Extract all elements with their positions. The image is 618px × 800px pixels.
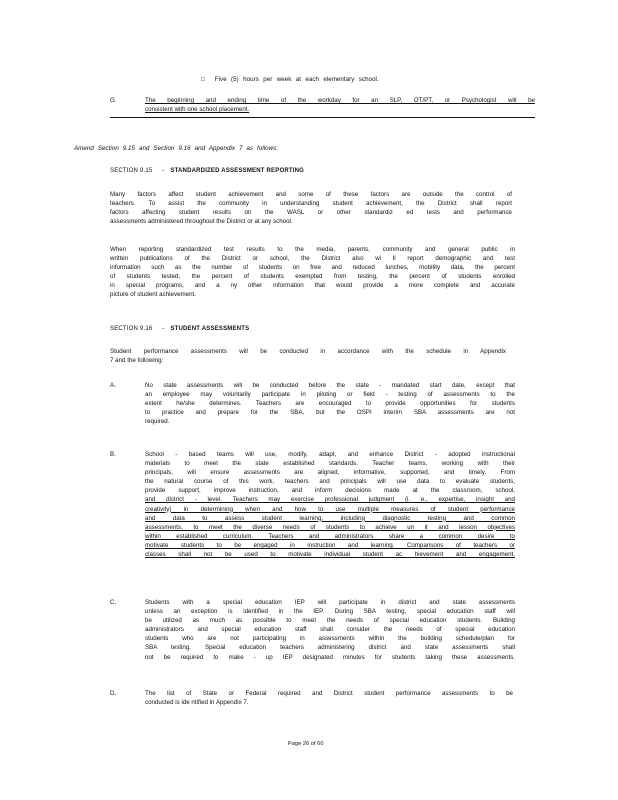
page-number-footer: Page 26 of 60 xyxy=(288,741,324,747)
item-c-line: not be required to make - up IEP designated minutes for students taking these assessments. xyxy=(145,653,515,661)
section-9-16-number: SECTION 9.16 xyxy=(110,326,153,332)
item-c-line: SBA testing. Special education teachers administering district and state assessments shall xyxy=(145,644,515,652)
item-b-line: provide support, improve instruction, and inform decisions made at the classroom, school, xyxy=(145,487,515,495)
section-9-15-number: SECTION 9.15 xyxy=(110,168,153,174)
section-9-15-dash: - xyxy=(162,168,165,174)
item-b-text xyxy=(145,450,515,559)
paragraph-line: information such as the number of students on free and reduced lunches, mobility data, the percent xyxy=(110,264,515,272)
item-c-line: unless an exception is identified in the IEP. During SBA testing, special education staff will xyxy=(145,608,515,616)
item-b-line: and district - level. Teachers may exercise professional judgment (i. e., expertise, insight and xyxy=(145,496,515,504)
item-b-line: creativity) in determining when and how to use multiple measures of student performance xyxy=(145,505,515,513)
item-b-line: and data to assess student learning, including diagnostic testing and common xyxy=(145,514,515,522)
paragraph-factors xyxy=(110,190,512,226)
amend-line: Amend Section 9.15 and Section 9.16 and Appendix 7 as follows: xyxy=(74,145,279,152)
item-b-line: within established curriculum. Teachers and administrators share a common desire to xyxy=(145,532,515,540)
item-b-label: B. xyxy=(110,451,116,458)
item-b-line: classes shall not be used to motivate individual student ac hievement and engagement. xyxy=(145,551,515,559)
item-a-line: extent he/she determines. Teachers are encouraged to provide opportunities for students xyxy=(145,400,515,408)
item-c-text xyxy=(145,598,515,662)
item-d-line: conducted is ide ntified in Appendix 7. xyxy=(145,699,249,707)
item-g-label: G. xyxy=(110,97,117,104)
section-9-16-title: STUDENT ASSESSMENTS xyxy=(170,326,250,332)
item-c-line: Students with a special education IEP will participate in district and state assessments xyxy=(145,599,515,606)
item-a-line: required. xyxy=(145,418,170,426)
section-9-15-heading xyxy=(110,167,304,176)
paragraph-line: When reporting standardized test results to the media, parents, community and general public in xyxy=(110,246,515,253)
item-b-line: the natural course of this work, teachers and principals will use data to evaluate students, xyxy=(145,478,515,486)
item-g-text xyxy=(145,96,535,114)
paragraph-line: factors affecting student results on the WASL or other standardiz ed tests and performance xyxy=(110,209,512,217)
paragraph-line: assessments administered throughout the District or at any school. xyxy=(110,218,293,226)
item-a-line: to practice and prepare for the SBA, but the OSPI interim SBA assessments are not xyxy=(145,409,515,417)
item-a-label: A. xyxy=(110,382,116,389)
item-c-line: be utilized as much as possible to meet the needs of special education students. Building xyxy=(145,617,515,625)
checkbox-bullet-icon: □ xyxy=(201,76,205,83)
item-g-line: consistent with one school placement. xyxy=(145,106,250,114)
item-a-text xyxy=(145,381,515,426)
bullet-text: Five (5) hours per week at each elementary school. xyxy=(214,76,379,83)
section-9-16-heading xyxy=(110,325,249,334)
paragraph-line: Many factors affect student achievement and some of these factors are outside the control of xyxy=(110,191,512,198)
paragraph-assessments-intro xyxy=(110,347,506,365)
item-d-text xyxy=(145,689,513,707)
item-g-rule xyxy=(110,117,535,118)
item-c-line: students who are not participating in assessments within the building schedule/plan for xyxy=(145,635,515,643)
item-g-line: The beginning and ending time of the workday for an SLP, OT/PT, or Psychologist will be xyxy=(145,97,535,104)
item-c-line: administrators and special education staff shall consider the needs of special education xyxy=(145,626,515,634)
paragraph-line: in special programs, and a ny other information that would provide a more complete and accurate xyxy=(110,282,515,290)
item-b-line: School - based teams will use, modify, adapt, and enhance District - adopted instructional xyxy=(145,451,515,458)
paragraph-line: written publications of the District or school, the District also wi ll report demographic and test xyxy=(110,255,515,263)
item-b-line: principals, will ensure assessments are aligned, informative, supported, and timely. From xyxy=(145,469,515,477)
paragraph-line: 7 and the following: xyxy=(110,357,164,365)
paragraph-line: of students tested, the percent of students exempted from testing, the percent of students enrolled xyxy=(110,273,515,281)
item-d-line: The list of State or Federal required and District student performance assessments to be xyxy=(145,690,513,697)
paragraph-reporting xyxy=(110,245,515,300)
section-9-15-title: STANDARDIZED ASSESSMENT REPORTING xyxy=(170,168,304,174)
item-a-line: No state assessments will be conducted before the state - mandated start date, except that xyxy=(145,382,515,389)
section-9-16-dash: - xyxy=(162,326,165,332)
item-b-line: materials to meet the state established standards. Teacher teams, working with their xyxy=(145,460,515,468)
item-a-line: an employee may voluntarily participate in piloting or field - testing of assessments to the xyxy=(145,391,515,399)
paragraph-line: Student performance assessments will be conducted in accordance with the schedule in Appendix xyxy=(110,348,506,355)
bullet-line xyxy=(201,75,379,84)
item-b-line: assessments, to meet the diverse needs of students to achieve un it and lesson objectives xyxy=(145,523,515,531)
paragraph-line: picture of student achievement. xyxy=(110,291,196,299)
item-d-label: D. xyxy=(110,690,117,697)
item-b-line: motivate students to be engaged in instruction and learning. Comparisons of teachers or xyxy=(145,541,515,549)
item-c-label: C. xyxy=(110,599,117,606)
paragraph-line: teachers. To assist the community in understanding student achievement, the District shall report xyxy=(110,200,512,208)
